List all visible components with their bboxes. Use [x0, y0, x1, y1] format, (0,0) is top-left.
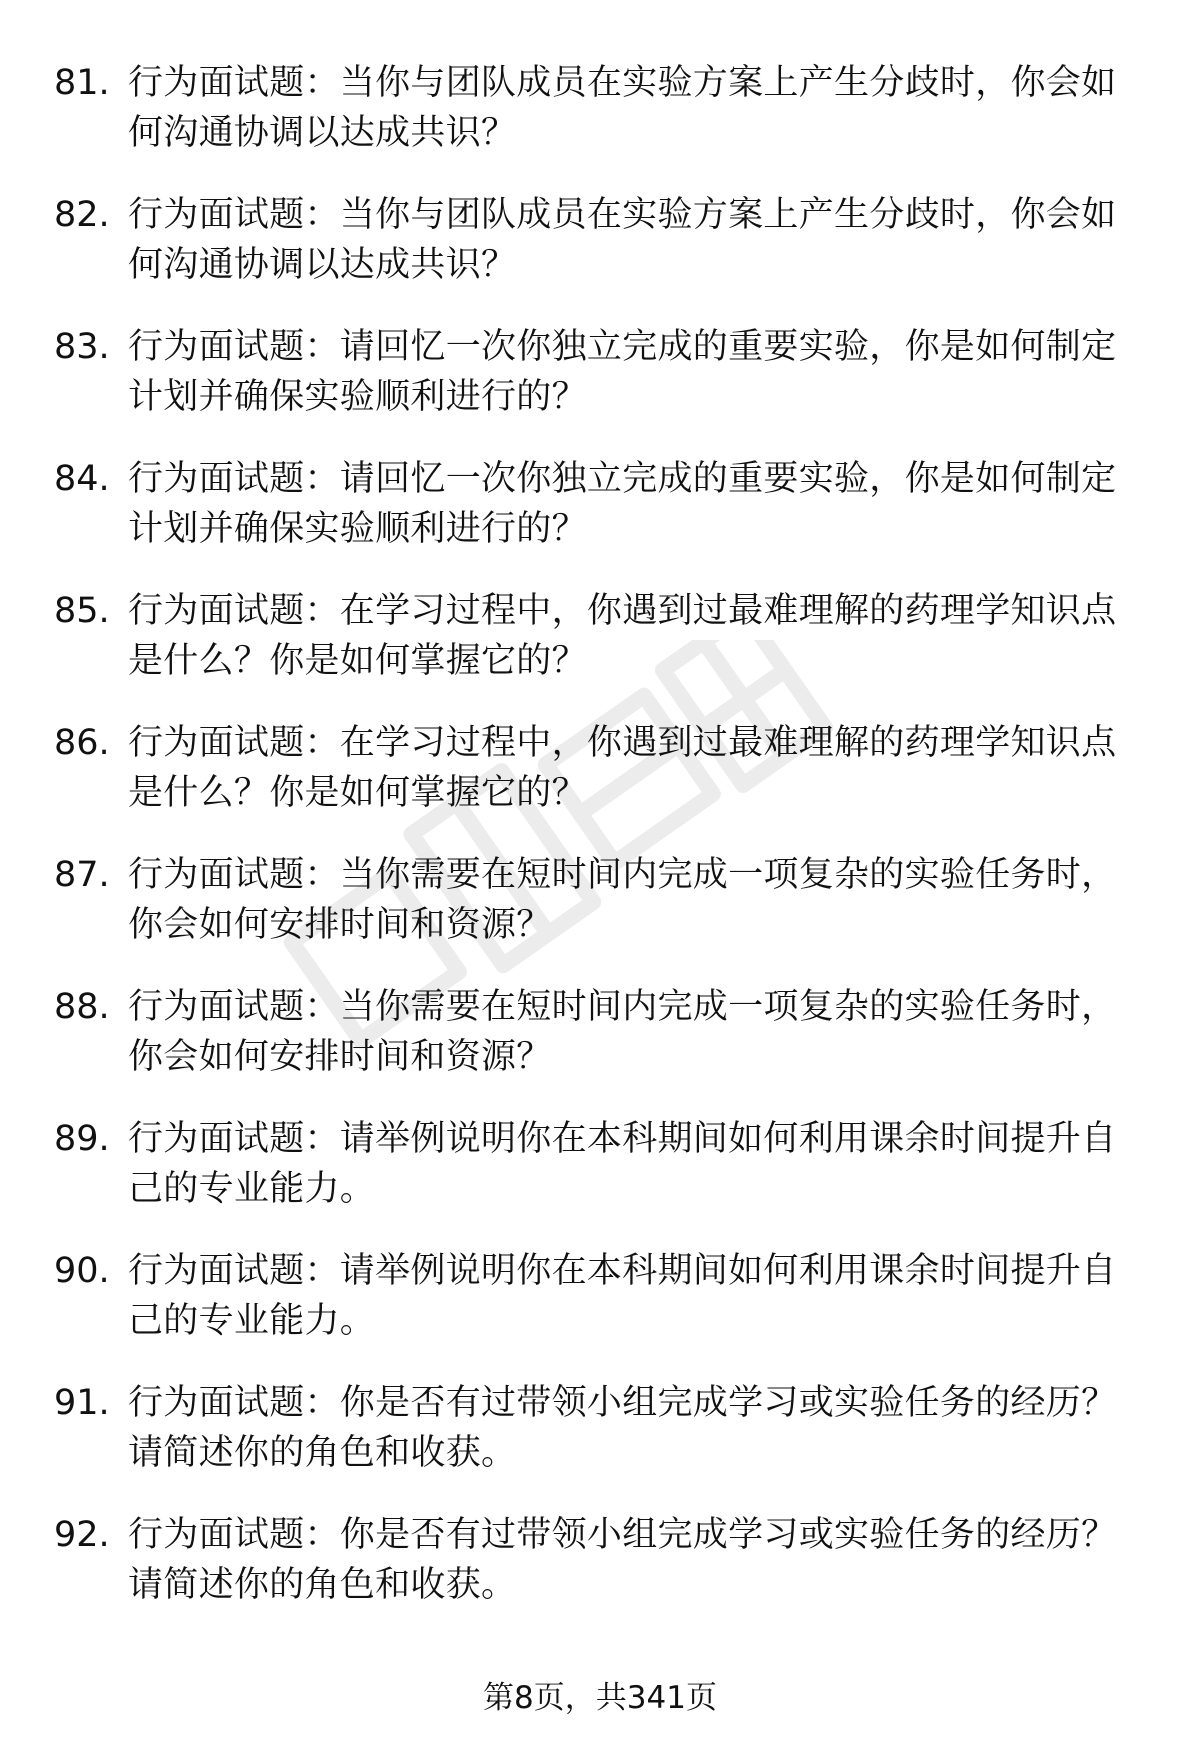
question-number: 85.: [54, 591, 110, 631]
question-number: 81.: [54, 63, 110, 103]
question-text: 行为面试题：你是否有过带领小组完成学习或实验任务的经历？请简述你的角色和收获。: [128, 1515, 1117, 1605]
question-number: 88.: [54, 987, 110, 1027]
question-text: 行为面试题：请举例说明你在本科期间如何利用课余时间提升自己的专业能力。: [128, 1251, 1117, 1341]
question-number: 92.: [54, 1515, 110, 1555]
list-item: [0, 850, 1200, 982]
question-text: 行为面试题：当你需要在短时间内完成一项复杂的实验任务时，你会如何安排时间和资源？: [128, 855, 1117, 945]
question-text: 行为面试题：在学习过程中，你遇到过最难理解的药理学知识点是什么？你是如何掌握它的？: [128, 591, 1117, 681]
list-item: [0, 982, 1200, 1114]
list-item: [0, 586, 1200, 718]
list-item: [0, 322, 1200, 454]
question-number: 91.: [54, 1383, 110, 1423]
question-number: 89.: [54, 1119, 110, 1159]
list-item: [0, 1378, 1200, 1510]
question-number: 87.: [54, 855, 110, 895]
question-number: 90.: [54, 1251, 110, 1291]
question-number: 84.: [54, 459, 110, 499]
page-indicator: 第8页，共341页: [483, 1680, 717, 1716]
question-text: 行为面试题：请回忆一次你独立完成的重要实验，你是如何制定计划并确保实验顺利进行的？: [128, 327, 1117, 417]
list-item: [0, 718, 1200, 850]
question-text: 行为面试题：当你与团队成员在实验方案上产生分歧时，你会如何沟通协调以达成共识？: [128, 63, 1117, 153]
list-item: [0, 58, 1200, 190]
question-text: 行为面试题：在学习过程中，你遇到过最难理解的药理学知识点是什么？你是如何掌握它的？: [128, 723, 1117, 813]
list-item: [0, 1510, 1200, 1642]
question-number: 82.: [54, 195, 110, 235]
list-item: [0, 190, 1200, 322]
question-number: 83.: [54, 327, 110, 367]
list-item: [0, 1114, 1200, 1246]
list-item: [0, 454, 1200, 586]
question-list: [0, 58, 1200, 1642]
question-text: 行为面试题：当你需要在短时间内完成一项复杂的实验任务时，你会如何安排时间和资源？: [128, 987, 1117, 1077]
question-number: 86.: [54, 723, 110, 763]
question-text: 行为面试题：你是否有过带领小组完成学习或实验任务的经历？请简述你的角色和收获。: [128, 1383, 1117, 1473]
question-text: 行为面试题：请回忆一次你独立完成的重要实验，你是如何制定计划并确保实验顺利进行的？: [128, 459, 1117, 549]
question-text: 行为面试题：请举例说明你在本科期间如何利用课余时间提升自己的专业能力。: [128, 1119, 1117, 1209]
question-text: 行为面试题：当你与团队成员在实验方案上产生分歧时，你会如何沟通协调以达成共识？: [128, 195, 1117, 285]
page-footer: [0, 1678, 1200, 1718]
list-item: [0, 1246, 1200, 1378]
